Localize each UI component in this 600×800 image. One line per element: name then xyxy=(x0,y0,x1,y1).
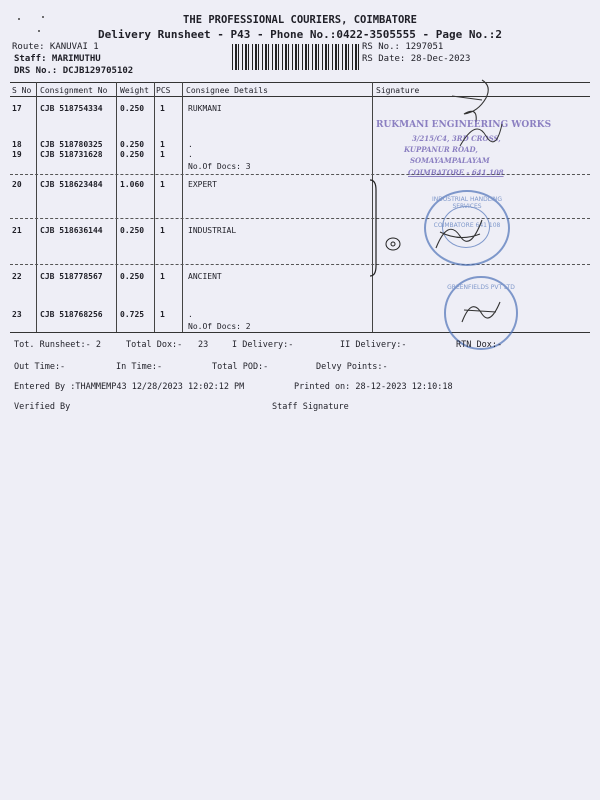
industrial-seal-outer-text: INDUSTRIAL HANDLING SERVICES xyxy=(431,196,502,210)
company-stamp-line2: KUPPANUR ROAD, xyxy=(404,145,478,154)
row-21-consignee: INDUSTRIAL xyxy=(188,226,237,235)
row-20-weight: 1.060 xyxy=(120,180,145,189)
row-17-sno: 17 xyxy=(12,104,22,113)
row-20-pcs: 1 xyxy=(160,180,165,189)
handwritten-mark xyxy=(384,236,402,252)
staff-signature: Staff Signature xyxy=(272,402,349,412)
row-23-weight: 0.725 xyxy=(120,310,145,319)
delvy-points: Delvy Points:- xyxy=(316,362,388,372)
col-header-consignment: Consignment No xyxy=(40,86,108,95)
row-17-weight: 0.250 xyxy=(120,104,145,113)
rtn-dox: RTN Dox:- xyxy=(456,340,503,350)
entered-by: Entered By :THAMMEMP43 12/28/2023 12:02:12 PM xyxy=(14,382,245,392)
greenfields-seal-text: GREENFIELDS PVT LTD xyxy=(447,284,515,291)
i-delivery: I Delivery:- xyxy=(232,340,294,350)
row-17-consignee: RUKMANI xyxy=(188,104,222,113)
row-18-consignee: . xyxy=(188,140,193,149)
row-20-consignment: CJB 518623484 xyxy=(40,180,103,189)
docs-note: No.Of Docs: 2 xyxy=(188,322,251,331)
col-header-sno: S No xyxy=(12,86,32,95)
greenfields-signature xyxy=(456,292,506,332)
row-22-pcs: 1 xyxy=(160,272,165,281)
company-stamp-line4: COIMBATORE - 641 108 xyxy=(408,168,504,177)
printed-on: Printed on: 28-12-2023 12:10:18 xyxy=(294,382,453,392)
signature-scribble xyxy=(456,116,506,156)
row-22-sno: 22 xyxy=(12,272,22,281)
row-20-consignee: EXPERT xyxy=(188,180,217,189)
total-pod: Total POD:- xyxy=(212,362,269,372)
total-dox-label: Total Dox:- xyxy=(126,340,183,350)
row-19-consignee: . xyxy=(188,150,193,159)
row-19-sno: 19 xyxy=(12,150,22,159)
drs-number: DRS No.: DCJB129705102 xyxy=(14,66,134,76)
row-21-consignment: CJB 518636144 xyxy=(40,226,103,235)
row-18-weight: 0.250 xyxy=(120,140,145,149)
company-stamp-line1: 3/215/C4, 3RD CROSS, xyxy=(412,134,501,143)
row-21-sno: 21 xyxy=(12,226,22,235)
in-time: In Time:- xyxy=(116,362,163,372)
row-19-weight: 0.250 xyxy=(120,150,145,159)
row-23-pcs: 1 xyxy=(160,310,165,319)
out-time: Out Time:- xyxy=(14,362,66,372)
row-18-consignment: CJB 518780325 xyxy=(40,140,103,149)
staff-label: Staff: MARIMUTHU xyxy=(14,54,101,64)
row-23-consignee: . xyxy=(188,310,193,319)
row-22-weight: 0.250 xyxy=(120,272,145,281)
row-19-pcs: 1 xyxy=(160,150,165,159)
ii-delivery: II Delivery:- xyxy=(340,340,407,350)
industrial-seal-inner-text: COIMBATORE 641 108 xyxy=(433,222,501,229)
company-title: THE PROFESSIONAL COURIERS, COIMBATORE xyxy=(183,14,417,26)
total-runsheet: Tot. Runsheet:- 2 xyxy=(14,340,101,350)
docs-note: No.Of Docs: 3 xyxy=(188,162,251,171)
row-17-pcs: 1 xyxy=(160,104,165,113)
row-21-pcs: 1 xyxy=(160,226,165,235)
row-22-consignee: ANCIENT xyxy=(188,272,222,281)
row-19-consignment: CJB 518731628 xyxy=(40,150,103,159)
seal-signature xyxy=(430,212,490,256)
row-22-consignment: CJB 518778567 xyxy=(40,272,103,281)
company-stamp-line3: SOMAYAMPALAYAM xyxy=(410,156,490,165)
runsheet-subtitle: Delivery Runsheet - P43 - Phone No.:0422-3505555 - Page No.:2 xyxy=(98,28,502,41)
row-18-pcs: 1 xyxy=(160,140,165,149)
barcode xyxy=(232,44,360,70)
col-header-pcs: PCS xyxy=(156,86,171,95)
row-23-sno: 23 xyxy=(12,310,22,319)
route-label: Route: KANUVAI 1 xyxy=(12,42,99,52)
col-header-consignee: Consignee Details xyxy=(186,86,268,95)
row-17-consignment: CJB 518754334 xyxy=(40,104,103,113)
row-18-sno: 18 xyxy=(12,140,22,149)
row-23-consignment: CJB 518768256 xyxy=(40,310,103,319)
verified-by: Verified By xyxy=(14,402,71,412)
row-21-weight: 0.250 xyxy=(120,226,145,235)
col-header-weight: Weight xyxy=(120,86,149,95)
handwritten-bracket xyxy=(366,176,386,280)
rs-date: RS Date: 28-Dec-2023 xyxy=(362,54,471,64)
total-dox-value: 23 xyxy=(198,340,209,350)
row-20-sno: 20 xyxy=(12,180,22,189)
company-stamp-name: RUKMANI ENGINEERING WORKS xyxy=(376,120,552,130)
rs-number: RS No.: 1297051 xyxy=(362,42,444,52)
col-header-signature: Signature xyxy=(376,86,420,95)
